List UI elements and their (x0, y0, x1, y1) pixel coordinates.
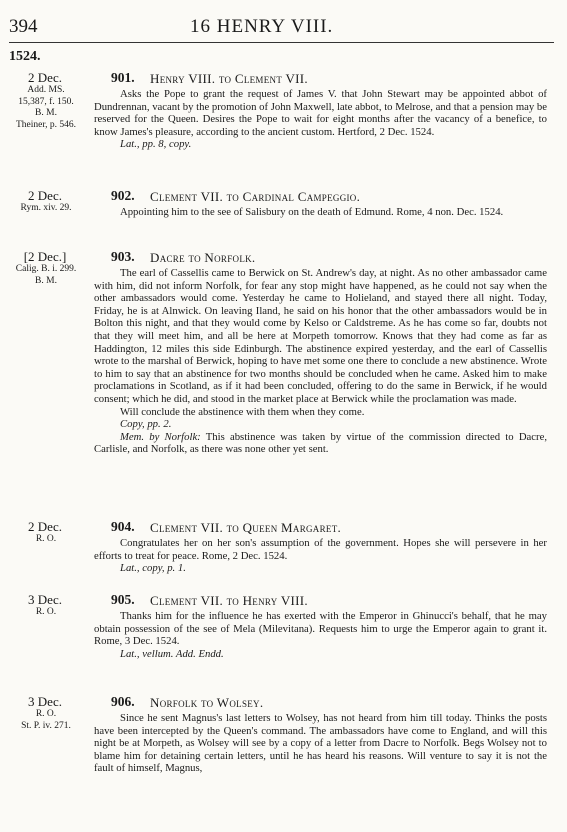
entry-ref: R. O. St. P. iv. 271. (21, 709, 71, 731)
entry-body: Thanks him for the influence he has exerted with the Emperor in Ghinucci's behalf, that he may obtain possession of the see of Mela (Milevitana). Requests him to urge the Emperor again to grant it. Rome, 3 Dec. 1524. Lat., vellum. Add. Endd. (94, 610, 547, 660)
entry-date: [2 Dec.] (23, 249, 67, 264)
entry-note: Lat., pp. 8, copy. (120, 138, 192, 151)
entry-date: 2 Dec. (28, 188, 62, 203)
header-rule (9, 42, 554, 43)
running-title: 16 HENRY VIII. (190, 16, 334, 37)
entry-body: Asks the Pope to grant the request of James V. that John Stewart may be appointed abbot of Dundrennan, vacant by the promotion of John Maxwell, late abbot, to Melrose, and that a pension may be reserved for the Queen. Desires the Pope to wait for eight months after the vacancy of a benefice, to know James's pleasure, according to the ancient custom. Hertford, 2 Dec. 1524. Lat., pp. 8, copy. (94, 88, 547, 151)
entry-date: 3 Dec. (28, 592, 62, 607)
entry-title: Henry VIII. to Clement VII. (150, 71, 308, 86)
entry-title: Clement VII. to Henry VIII. (150, 593, 308, 608)
entry-note: Copy, pp. 2. (120, 418, 172, 431)
entry-number: 904. (111, 519, 135, 534)
entry-title: Clement VII. to Cardinal Campeggio. (150, 189, 361, 204)
entry-body: The earl of Cassellis came to Berwick on St. Andrew's day, at night. As no other ambassador came with him, did not inform Norfolk, for fear any stop might have happened, as he could not say when the other ambassadors would come. Yesterday he came to Holieland, and stayed there all night. Today, Friday, he is at Alnwick. On leaving Iland, he said on his honor that the other ambassadors would be in Bolton this night, and that they would come by Kelso or Caldstreme. As he has come so far, doubts not that they will meet him, and all be here at Morpeth tomorrow. Knows that they had come as far as Haddington, 12 miles this side Edinburgh. The abstinence expired yesterday, and the earl of Cassellis wrote to the marshal of Berwick, hoping to have met some one there to conclude a new abstinence. Wrote to him to say that an abstinence for two months should be concluded when he came. Asked him to make proclamations in Scotland, as if it had been concluded, offering to do the same in Berwick, if he would consent; which he did, and stood in the market place at Berwick while the proclamation was made. Will conclude the abstinence with them when they come. Copy, pp. 2. Mem. by Norfolk: This abstinence was taken by virtue of the commission directed to Dacre, Carlisle, and Norfolk, as there was none other yet sent. (94, 267, 547, 456)
entry-note: Lat., vellum. Add. Endd. (120, 647, 224, 660)
entry-ref: Rym. xiv. 29. (20, 203, 72, 213)
entry-memo: Mem. by Norfolk: This abstinence was taken by virtue of the commission directed to Dacre, Carlisle, and Norfolk, as there was none other yet sent. (94, 430, 547, 456)
entry-title: Dacre to Norfolk. (150, 250, 256, 265)
entry-date: 3 Dec. (28, 694, 62, 709)
entry-number: 901. (111, 70, 135, 85)
entry-number: 903. (111, 249, 135, 264)
page-header (0, 14, 567, 38)
entry-ref: R. O. (35, 534, 57, 544)
entry-body: Congratulates her on her son's assumption of the government. Hopes she will persevere in her efforts to treat for peace. Rome, 2 Dec. 1524. Lat., copy, p. 1. (94, 537, 547, 575)
entry-number: 906. (111, 694, 135, 709)
year-label: 1524. (9, 49, 41, 64)
entry-number: 905. (111, 592, 135, 607)
entry-title: Norfolk to Wolsey. (150, 695, 264, 710)
entry-ref: R. O. (35, 607, 57, 617)
entry-body: Since he sent Magnus's last letters to Wolsey, has not heard from him till today. Thinks the posts have been intercepted by the Queen's command. The ambassadors have come to England, and will this night be at Morpeth, as Wolsey will see by a copy of a letter from Dacre to Norfolk. Begs Wolsey not to blame him for detaining certain letters, until he has heard his reasons. Will venture to say it is not the fault of himself, Magnus, (94, 712, 547, 775)
entry-ref: Add. MS. 15,387, f. 150. B. M. Theiner, p. 546. (15, 85, 77, 130)
entry-ref: Calig. B. i. 299. B. M. (15, 264, 77, 286)
entry-date: 2 Dec. (28, 519, 62, 534)
entry-number: 902. (111, 188, 135, 203)
entry-body: Appointing him to the see of Salisbury on the death of Edmund. Rome, 4 non. Dec. 1524. (120, 206, 504, 218)
entry-title: Clement VII. to Queen Margaret. (150, 520, 342, 535)
page-number: 394 (9, 16, 38, 37)
entry-note: Lat., copy, p. 1. (120, 562, 186, 575)
entry-date: 2 Dec. (28, 70, 62, 85)
